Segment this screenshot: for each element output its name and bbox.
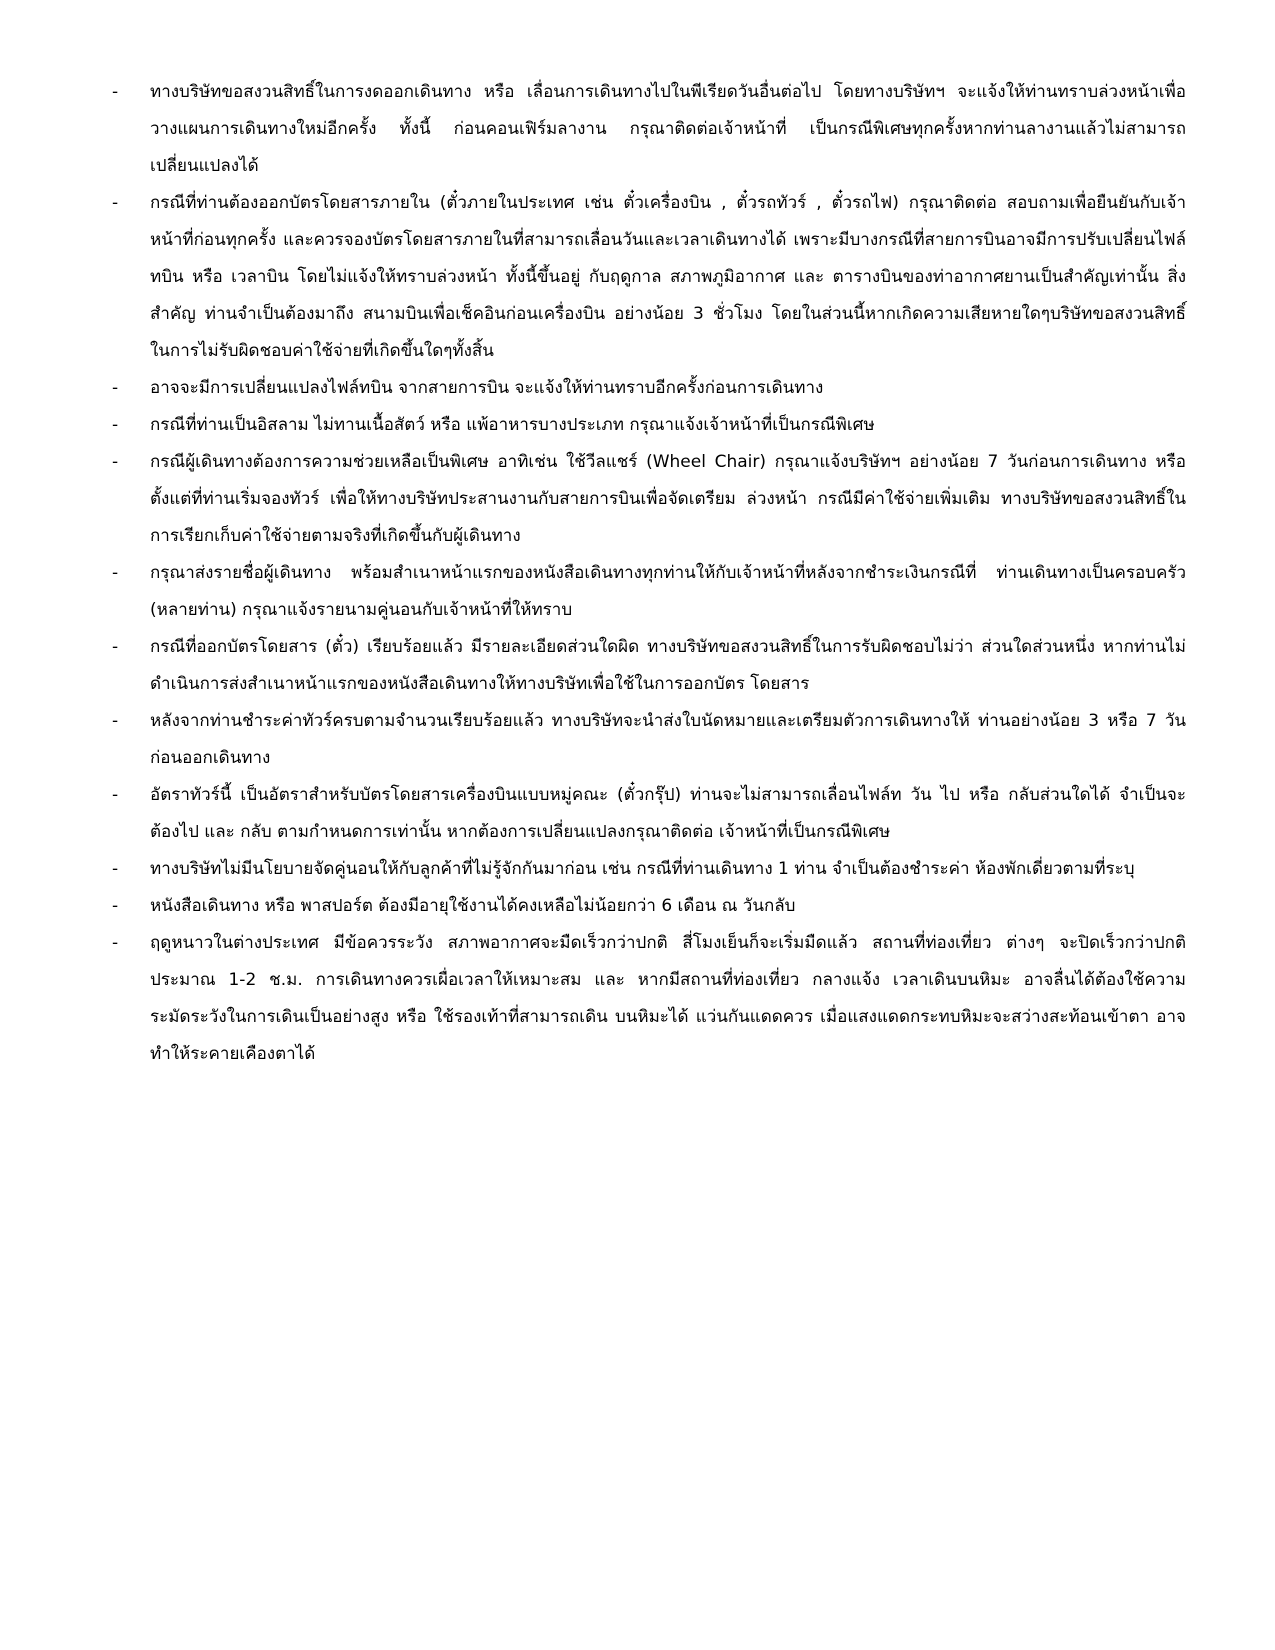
list-item bbox=[112, 925, 1186, 1073]
list-item bbox=[112, 444, 1186, 555]
bullet-marker: - bbox=[112, 378, 119, 398]
bullet-marker: - bbox=[112, 452, 119, 472]
list-item bbox=[112, 407, 1186, 444]
list-item-text: หลังจากท่านชำระค่าทัวร์ครบตามจำนวนเรียบร้อยแล้ว ทางบริษัทจะนำส่งใบนัดหมายและเตรียมตัวการเดินทางให้ ท่านอย่างน้อย 3 หรือ 7 วัน ก่อนออกเดินทาง bbox=[150, 711, 1186, 768]
list-item-text: ทางบริษัทไม่มีนโยบายจัดคู่นอนให้กับลูกค้าที่ไม่รู้จักกันมาก่อน เช่น กรณีที่ท่านเดินทาง 1 ท่าน จำเป็นต้องชำระค่า ห้องพักเดี่ยวตามที่ระบุ bbox=[150, 859, 1135, 879]
list-item bbox=[112, 888, 1186, 925]
bullet-marker: - bbox=[112, 785, 119, 805]
bullet-marker: - bbox=[112, 193, 119, 213]
bullet-marker: - bbox=[112, 637, 119, 657]
list-item-text: กรุณาส่งรายชื่อผู้เดินทาง พร้อมสำเนาหน้าแรกของหนังสือเดินทางทุกท่านให้กับเจ้าหน้าที่หลังจากชำระเงินกรณีที่ ท่านเดินทางเป็นครอบครัว (หลายท่าน) กรุณาแจ้งรายนามคู่นอนกับเจ้าหน้าที่ให้ทราบ bbox=[150, 563, 1186, 620]
list-item-text: กรณีที่ท่านเป็นอิสลาม ไม่ทานเนื้อสัตว์ หรือ แพ้อาหารบางประเภท กรุณาแจ้งเจ้าหน้าที่เป็นกรณีพิเศษ bbox=[150, 415, 875, 435]
bullet-marker: - bbox=[112, 859, 119, 879]
list-item bbox=[112, 74, 1186, 185]
bullet-marker: - bbox=[112, 933, 119, 953]
list-item-text: อาจจะมีการเปลี่ยนแปลงไฟล์ทบิน จากสายการบิน จะแจ้งให้ท่านทราบอีกครั้งก่อนการเดินทาง bbox=[150, 378, 824, 398]
list-item bbox=[112, 703, 1186, 777]
list-item-text: ฤดูหนาวในต่างประเทศ มีข้อควรระวัง สภาพอากาศจะมืดเร็วกว่าปกติ สี่โมงเย็นก็จะเริ่มมืดแล้ว สถานที่ท่องเที่ยว ต่างๆ จะปิดเร็วกว่าปกติ ประมาณ 1-2 ช.ม. การเดินทางควรเผื่อเวลาให้เหมาะสม และ หากมีสถานที่ท่องเที่ยว กลางแจ้ง เวลาเดินบนหิมะ อาจลื่นได้ต้องใช้ความระมัดระวังในการเดินเป็นอย่างสูง หรือ ใช้รองเท้าที่สามารถเดิน บนหิมะได้ แว่นกันแดดควร เมื่อแสงแดดกระทบหิมะจะสว่างสะท้อนเข้าตา อาจทำให้ระคายเคืองตาได้ bbox=[150, 933, 1186, 1064]
list-item-text: กรณีที่ออกบัตรโดยสาร (ตั๋ว) เรียบร้อยแล้ว มีรายละเอียดส่วนใดผิด ทางบริษัทขอสงวนสิทธิ์ในการรับผิดชอบไม่ว่า ส่วนใดส่วนหนึ่ง หากท่านไม่ดำเนินการส่งสำเนาหน้าแรกของหนังสือเดินทางให้ทางบริษัทเพื่อใช้ในการออกบัตร โดยสาร bbox=[150, 637, 1186, 694]
terms-list bbox=[112, 74, 1186, 1073]
bullet-marker: - bbox=[112, 711, 119, 731]
bullet-marker: - bbox=[112, 82, 119, 102]
list-item bbox=[112, 777, 1186, 851]
list-item-text: หนังสือเดินทาง หรือ พาสปอร์ต ต้องมีอายุใช้งานได้คงเหลือไม่น้อยกว่า 6 เดือน ณ วันกลับ bbox=[150, 896, 796, 916]
list-item bbox=[112, 185, 1186, 370]
list-item-text: ทางบริษัทขอสงวนสิทธิ์ในการงดออกเดินทาง หรือ เลื่อนการเดินทางไปในพีเรียดวันอื่นต่อไป โดยทางบริษัทฯ จะแจ้งให้ท่านทราบล่วงหน้าเพื่อวางแผนการเดินทางใหม่อีกครั้ง ทั้งนี้ ก่อนคอนเฟิร์มลางาน กรุณาติดต่อเจ้าหน้าที่ เป็นกรณีพิเศษทุกครั้งหากท่านลางานแล้วไม่สามารถเปลี่ยนแปลงได้ bbox=[150, 82, 1186, 176]
list-item bbox=[112, 629, 1186, 703]
bullet-marker: - bbox=[112, 415, 119, 435]
list-item bbox=[112, 555, 1186, 629]
list-item-text: อัตราทัวร์นี้ เป็นอัตราสำหรับบัตรโดยสารเครื่องบินแบบหมู่คณะ (ตั๋วกรุ๊ป) ท่านจะไม่สามารถเลื่อนไฟล์ท วัน ไป หรือ กลับส่วนใดได้ จำเป็นจะต้องไป และ กลับ ตามกำหนดการเท่านั้น หากต้องการเปลี่ยนแปลงกรุณาติดต่อ เจ้าหน้าที่เป็นกรณีพิเศษ bbox=[150, 785, 1186, 842]
bullet-marker: - bbox=[112, 563, 119, 583]
list-item-text: กรณีผู้เดินทางต้องการความช่วยเหลือเป็นพิเศษ อาทิเช่น ใช้วีลแชร์ (Wheel Chair) กรุณาแจ้งบริษัทฯ อย่างน้อย 7 วันก่อนการเดินทาง หรือตั้งแต่ที่ท่านเริ่มจองทัวร์ เพื่อให้ทางบริษัทประสานงานกับสายการบินเพื่อจัดเตรียม ล่วงหน้า กรณีมีค่าใช้จ่ายเพิ่มเติม ทางบริษัทขอสงวนสิทธิ์ในการเรียกเก็บค่าใช้จ่ายตามจริงที่เกิดขึ้นกับผู้เดินทาง bbox=[150, 452, 1186, 546]
list-item-text: กรณีที่ท่านต้องออกบัตรโดยสารภายใน (ตั๋วภายในประเทศ เช่น ตั๋วเครื่องบิน , ตั๋วรถทัวร์ , ตั๋วรถไฟ) กรุณาติดต่อ สอบถามเพื่อยืนยันกับเจ้าหน้าที่ก่อนทุกครั้ง และควรจองบัตรโดยสารภายในที่สามารถเลื่อนวันและเวลาเดินทางได้ เพราะมีบางกรณีที่สายการบินอาจมีการปรับเปลี่ยนไฟล์ทบิน หรือ เวลาบิน โดยไม่แจ้งให้ทราบล่วงหน้า ทั้งนี้ขึ้นอยู่ กับฤดูกาล สภาพภูมิอากาศ และ ตารางบินของท่าอากาศยานเป็นสำคัญเท่านั้น สิ่งสำคัญ ท่านจำเป็นต้องมาถึง สนามบินเพื่อเช็คอินก่อนเครื่องบิน อย่างน้อย 3 ชั่วโมง โดยในส่วนนี้หากเกิดความเสียหายใดๆบริษัทขอสงวนสิทธิ์ ในการไม่รับผิดชอบค่าใช้จ่ายที่เกิดขึ้นใดๆทั้งสิ้น bbox=[150, 193, 1186, 361]
list-item bbox=[112, 851, 1186, 888]
bullet-marker: - bbox=[112, 896, 119, 916]
list-item bbox=[112, 370, 1186, 407]
